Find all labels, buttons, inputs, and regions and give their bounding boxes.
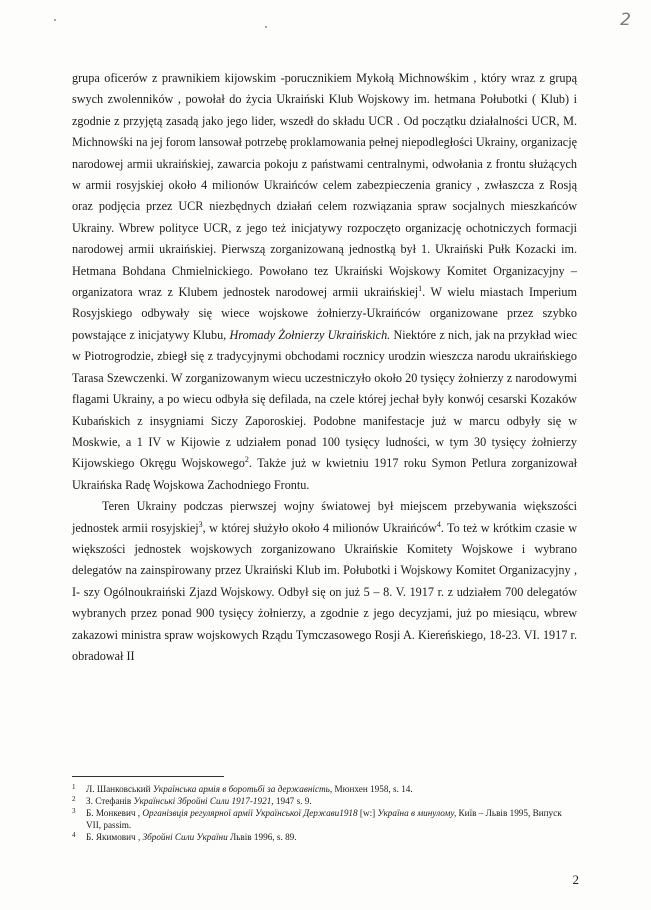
italic-text: Збройні Сили України — [142, 832, 228, 842]
text-run: Teren Ukrainy podczas pierwszej wojny światowej był miejscem przebywania większości jednostek armii rosyjskiej — [72, 499, 577, 535]
scan-speck — [265, 26, 267, 28]
text-run: grupa oficerów z prawnikiem kijowskim -porucznikiem Mykołą Michnowśkim , który wraz z grupą swych zwolenników , powołał do życia Ukraiński Klub Wojskowy im. hetmana Połubotki ( Klub) i zgodnie z przyjętą zasadą jako jego lider, wszedł do składu UCR . Od początku działalności UCR, M. Michnowśki na jej forom lansował potrzebę proklamowania pełnej niepodległości Ukrainy, organizację narodowej armii ukraińskiej, zawarcia pokoju z państwami centralnymi, odwołania z frontu służących w armii rosyjskiej około 4 milionów Ukraińców celem zabezpieczenia granicy , zwłaszcza z Rosją oraz podjęcia przez UCR niezbędnych działań celem rozwiązania spraw socjalnych mieszkańców Ukrainy. Wbrew polityce UCR, z jego też inicjatywy rozpoczęto organizację ochotniczych formacji narodowej armii ukraińskiej. Pierwszą zorganizowaną jednostką był 1. Ukraiński Pułk Kozacki im. Hetmana Bohdana Chmielnickiego. Powołano tez Ukraiński Wojskowy Komitet Organizacyjny – organizatora wraz z Klubem jednostek narodowej armii ukraińskiej — [72, 71, 577, 300]
text-run: 1947 s. 9. — [273, 796, 312, 806]
footnotes — [72, 783, 577, 843]
paragraph — [72, 68, 577, 496]
text-run: Київ – Львів 1995, Випуск VII, passim. — [86, 808, 562, 830]
text-run: . Także już w kwietniu 1917 roku Symon Petlura zorganizował Ukraińska Radę Wojskowa Zachodniego Frontu. — [72, 456, 577, 492]
italic-text: Українська армія в боротьбі за державність, — [152, 784, 333, 794]
scan-speck — [54, 19, 56, 21]
italic-text: Україна в минулому, — [377, 808, 457, 818]
footnote-text — [86, 783, 577, 795]
italic-text: Hromady Żołnierzy Ukraińskich. — [229, 327, 391, 342]
text-run: Б. Монкевич , — [86, 808, 143, 818]
italic-text: Організвція регулярної армії Української Державu1918 — [142, 808, 358, 818]
text-run: [w:] — [357, 808, 378, 818]
footnote-ref: 3 — [198, 519, 203, 529]
footnote — [72, 831, 577, 843]
text-run: Niektóre z nich, jak na przykład wiec w Piotrogrodzie, zbiegł się z tradycyjnymi obchodami rocznicy urodzin wieszcza narodu ukraińskiego Tarasa Szewczenki. W zorganizowanym wiecu uczestniczyło około 20 tysięcy żołnierzy z narodowymi flagami Ukrainy, a po wiecu odbyła się defilada, na czele której jechał były konwój cesarski Kozaków Kubańskich z insygniami Siczy Zaporoskiej. Podobne manifestacje już w marcu odbyły się w Moskwie, a 1 IV w Kijowie z udziałem ponad 100 tysięcy ludności, w tym 30 tysięcy żołnierzy Kijowskiego Okręgu Wojskowego — [72, 327, 578, 471]
footnote-ref: 1 — [418, 284, 423, 293]
footnote — [72, 795, 577, 807]
text-run: , w której służyło około 4 milionów Ukraińców — [202, 520, 437, 535]
text-run: Л. Шанковський — [86, 784, 153, 794]
footnote-text — [86, 795, 577, 807]
body-text — [72, 68, 577, 667]
footnote-number: 4 — [72, 831, 76, 839]
text-run: . W wielu miastach Imperium Rosyjskiego odbywały się wiece wojskowe żołnierzy-Ukraińców organizowane przez szybko powstające z inicjatywy Klubu, — [72, 285, 578, 342]
italic-text: Українські Збройні Сили 1917-1921, — [133, 796, 274, 806]
footnote-number: 3 — [72, 807, 76, 815]
footnote-number: 1 — [72, 783, 76, 791]
page-number: 2 — [572, 872, 579, 887]
footnote — [72, 783, 577, 795]
footnote-text — [86, 831, 577, 843]
handwritten-page-number: 2 — [620, 10, 631, 30]
text-run: Львів 1996, s. 89. — [227, 832, 297, 842]
footnote-text — [86, 807, 577, 831]
text-run: . To też w krótkim czasie w większości jednostek wojskowych zorganizowano Ukraińskie Komitety Wojskowe i wybrano delegatów na zainspirowany przez Ukraiński Klub im. Połubotki i Wojskowy Komitet Organizacyjny , I- szy Ogólnoukraiński Zjazd Wojskowy. Odbył się on już 5 – 8. V. 1917 r. z udziałem 700 delegatów wybranych przez ponad 900 tysięcy żołnierzy, a zgodnie z jego decyzjami, już po miesiącu, wbrew zakazowi ministra spraw wojskowych Rządu Tymczasowego Rosji A. Kiereńskiego, 18-23. VI. 1917 r. obradował II — [72, 520, 577, 663]
text-run: Мюнхен 1958, s. 14. — [332, 784, 413, 794]
text-run: З. Стефанів — [86, 796, 134, 806]
text-run: Б. Якимович , — [86, 832, 143, 842]
footnote-ref: 2 — [244, 455, 249, 465]
footnote-ref: 4 — [436, 519, 441, 529]
footnote — [72, 807, 577, 831]
footnote-separator — [72, 776, 224, 777]
paragraph — [72, 496, 577, 667]
footnote-number: 2 — [72, 795, 76, 803]
